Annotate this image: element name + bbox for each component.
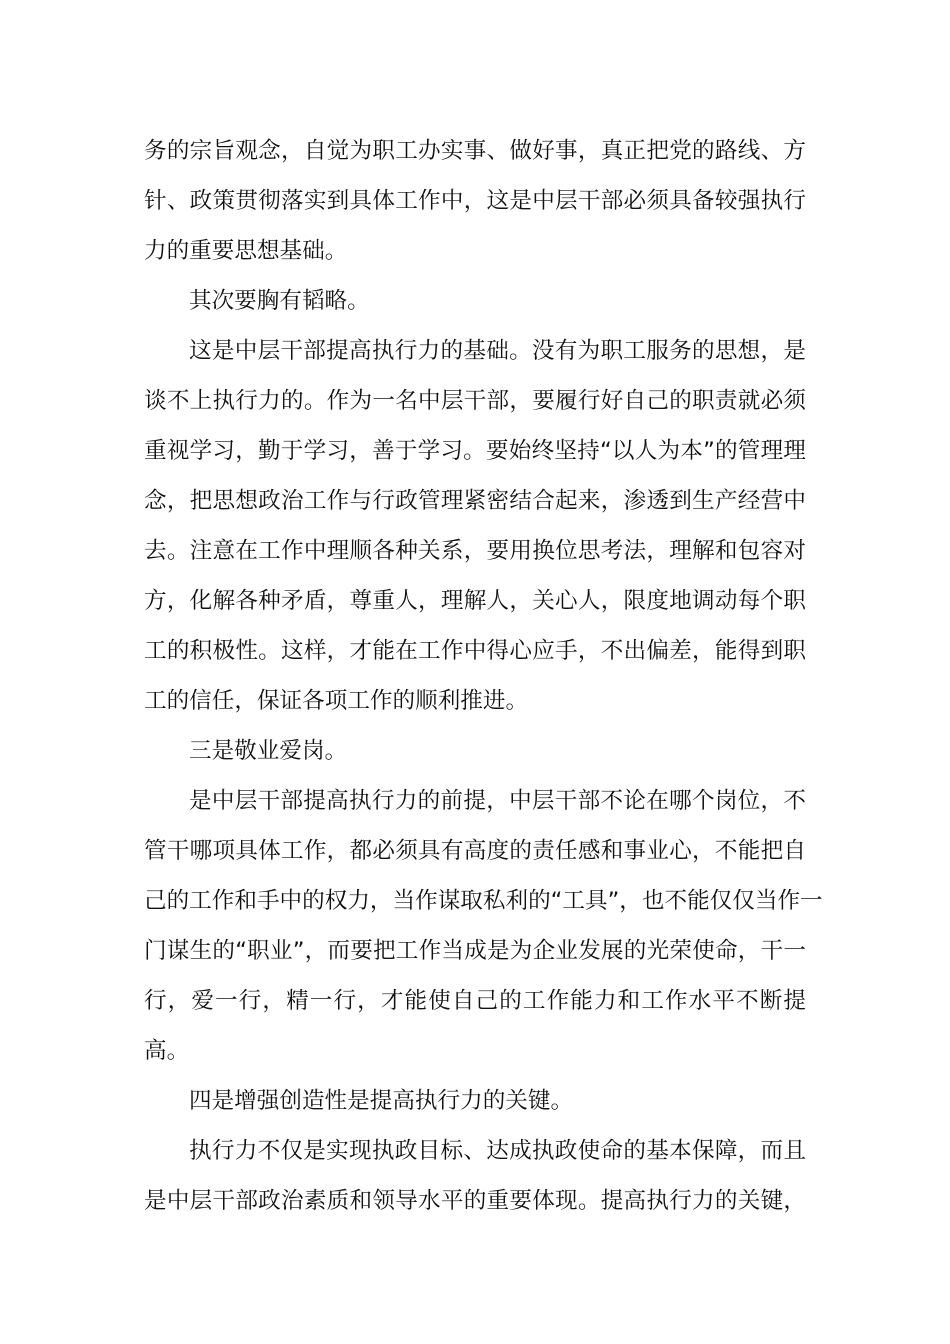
text-line: 己的工作和手中的权力，当作谋取私利的“工具”，也不能仅仅当作一 — [144, 888, 823, 914]
section-heading: 三是敬业爱岗。 — [189, 738, 348, 764]
text-line: 管干哪项具体工作，都必须具有高度的责任感和事业心，不能把自 — [144, 838, 806, 864]
text-line: 针、政策贯彻落实到具体工作中，这是中层干部必须具备较强执行 — [144, 188, 806, 214]
section-heading: 四是增强创造性是提高执行力的关键。 — [189, 1088, 574, 1114]
text-line: 念，把思想政治工作与行政管理紧密结合起来，渗透到生产经营中 — [144, 488, 806, 514]
section-heading: 其次要胸有韬略。 — [189, 288, 370, 314]
text-line: 高。 — [144, 1038, 190, 1064]
document-body — [144, 126, 823, 1226]
text-line: 去。注意在工作中理顺各种关系，要用换位思考法，理解和包容对 — [144, 538, 806, 564]
text-line: 务的宗旨观念，自觉为职工办实事、做好事，真正把党的路线、方 — [144, 138, 806, 164]
text-line: 行，爱一行，精一行，才能使自己的工作能力和工作水平不断提 — [144, 988, 806, 1014]
text-line: 力的重要思想基础。 — [144, 238, 348, 264]
text-line: 工的信任，保证各项工作的顺利推进。 — [144, 688, 529, 714]
text-line: 是中层干部政治素质和领导水平的重要体现。提高执行力的关键， — [144, 1188, 806, 1214]
text-line: 执行力不仅是实现执政目标、达成执政使命的基本保障，而且 — [189, 1138, 806, 1164]
text-line: 是中层干部提高执行力的前提，中层干部不论在哪个岗位，不 — [189, 788, 806, 814]
text-line: 工的积极性。这样，才能在工作中得心应手，不出偏差，能得到职 — [144, 638, 806, 664]
text-line: 门谋生的“职业”，而要把工作当成是为企业发展的光荣使命，干一 — [144, 938, 806, 964]
text-line: 方，化解各种矛盾，尊重人，理解人，关心人，限度地调动每个职 — [144, 588, 806, 614]
text-line: 这是中层干部提高执行力的基础。没有为职工服务的思想，是 — [189, 338, 806, 364]
text-line: 谈不上执行力的。作为一名中层干部，要履行好自己的职责就必须 — [144, 388, 806, 414]
text-line: 重视学习，勤于学习，善于学习。要始终坚持“以人为本”的管理理 — [144, 438, 806, 464]
